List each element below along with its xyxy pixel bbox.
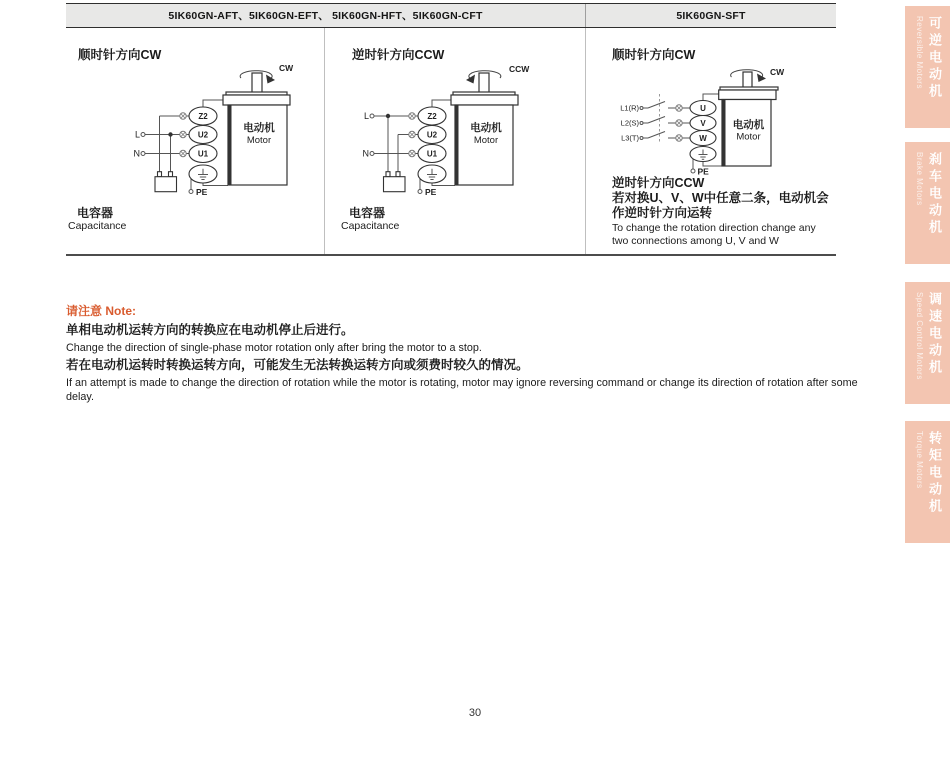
- motor-label-cn: 电动机: [243, 122, 275, 134]
- tab-label-en: Torque Motors: [915, 431, 924, 489]
- tab-label-cn: 调速电动机: [927, 292, 942, 377]
- note-heading: 请注意 Note:: [66, 304, 136, 318]
- panel-cw-three-phase: [586, 28, 836, 254]
- line-l1-label: L1(R): [620, 103, 639, 113]
- motor-label-en: Motor: [473, 135, 499, 146]
- terminal-z2: Z2: [427, 112, 437, 121]
- pe-node: [418, 190, 422, 194]
- screw-terminal-icon: [180, 113, 186, 157]
- terminal-u: U: [700, 104, 706, 113]
- motor-label-en: Motor: [246, 135, 272, 146]
- notes-section: [66, 304, 866, 407]
- rotation-label: CW: [279, 63, 294, 73]
- screw-terminal-icon: [409, 113, 415, 157]
- motor-shaft: [479, 73, 489, 93]
- panel-title: 逆时针方向CCW: [352, 48, 445, 62]
- arrowhead-icon: [466, 75, 475, 84]
- capacitor-label-cn: 电容器: [349, 206, 386, 220]
- reverse-note-title: 逆时针方向CCW: [612, 176, 705, 190]
- line-l2-node: [640, 122, 643, 125]
- motor-flange: [223, 95, 290, 105]
- capacitor: [155, 172, 177, 192]
- line-l-label: L: [363, 111, 369, 121]
- junction-dot: [168, 132, 172, 136]
- pe-node: [189, 190, 193, 194]
- motor-shaft: [252, 73, 262, 93]
- note-line-en: If an attempt is made to change the direction of rotation while the motor is rotating, motor may ignore reversing command or change its direction of rotation after some delay.: [66, 377, 858, 403]
- panel-title: 顺时针方向CW: [78, 48, 162, 62]
- line-l-node: [370, 114, 374, 118]
- reverse-note-en: To change the rotation direction change any two connections among U, V and W: [612, 222, 816, 247]
- panel-ccw-single-phase: [325, 28, 586, 254]
- capacitor: [384, 172, 406, 192]
- pe-node: [691, 169, 695, 173]
- motor-label-cn: 电动机: [470, 122, 502, 134]
- pe-label: PE: [196, 187, 208, 197]
- line-l3-label: L3(T): [621, 133, 639, 143]
- panel-cw-single-phase: [66, 28, 325, 254]
- reverse-direction-note: [612, 176, 830, 248]
- wiring-table: [66, 3, 836, 256]
- tab-label-en: Reversible Motors: [915, 16, 924, 89]
- panel-title: 顺时针方向CW: [612, 48, 696, 62]
- capacitor-label-en: Capacitance: [68, 220, 127, 232]
- capacitor-label-cn: 电容器: [77, 206, 114, 220]
- sidebar-tab-brake-motors[interactable]: [905, 142, 950, 264]
- rotation-label: CW: [770, 67, 785, 77]
- motor-label-cn: 电动机: [732, 119, 765, 131]
- terminal-z2: Z2: [198, 112, 208, 121]
- header-model-three-phase: 5IK60GN-SFT: [676, 9, 746, 22]
- sidebar-tab-speed-control-motors[interactable]: [905, 282, 950, 404]
- terminal-u1: U1: [426, 149, 438, 159]
- terminal-u1: U1: [197, 149, 209, 159]
- terminal-u2: U2: [426, 130, 438, 140]
- note-line-cn: 若在电动机运转时转换运转方向，可能发生无法转换运转方向或须费时较久的情况。: [66, 358, 529, 372]
- junction-dot: [386, 114, 390, 118]
- tab-label-cn: 刹车电动机: [927, 152, 942, 237]
- motor: [719, 70, 778, 166]
- terminal-w: W: [699, 134, 707, 143]
- note-line-cn: 单相电动机运转方向的转换应在电动机停止后进行。: [66, 323, 354, 337]
- terminal-u2: U2: [197, 130, 209, 140]
- sidebar-tab-torque-motors[interactable]: [905, 421, 950, 543]
- line-l3-node: [640, 137, 643, 140]
- rotation-label: CCW: [509, 64, 530, 74]
- line-l2-label: L2(S): [620, 118, 639, 128]
- arrowhead-icon: [266, 75, 275, 84]
- table-body: [66, 28, 836, 256]
- tab-label-en: Brake Motors: [915, 152, 924, 206]
- table-header: [66, 3, 836, 28]
- line-n-node: [370, 152, 374, 156]
- sidebar-tab-reversible-motors[interactable]: [905, 6, 950, 128]
- note-line-en: Change the direction of single-phase motor rotation only after bring the motor to a stop.: [66, 342, 482, 354]
- line-l-label: L: [134, 129, 140, 140]
- motor-flange: [451, 95, 518, 105]
- terminal-v: V: [700, 119, 706, 128]
- pe-label: PE: [697, 166, 709, 177]
- line-n-label: N: [133, 148, 140, 159]
- motor-flange: [719, 90, 776, 100]
- reverse-note-cn: 若对换U、V、W中任意二条，电动机会作逆时针方向运转: [612, 191, 829, 220]
- tab-label-cn: 可逆电动机: [927, 16, 942, 101]
- tab-label-en: Speed Control Motors: [915, 292, 924, 380]
- capacitor-label-en: Capacitance: [341, 220, 400, 232]
- arrowhead-icon: [757, 74, 766, 83]
- header-models-single-phase: 5IK60GN-AFT、5IK60GN-EFT、 5IK60GN-HFT、5IK60GN-CFT: [66, 4, 586, 27]
- line-n-node: [141, 152, 145, 156]
- line-n-label: N: [362, 148, 369, 159]
- motor-label-en: Motor: [736, 131, 761, 143]
- line-l-node: [141, 133, 145, 137]
- tab-label-cn: 转矩电动机: [927, 431, 942, 516]
- pe-label: PE: [425, 187, 437, 197]
- line-l1-node: [640, 107, 643, 110]
- screw-terminal-icon: [676, 105, 682, 141]
- page-number: 30: [468, 707, 482, 719]
